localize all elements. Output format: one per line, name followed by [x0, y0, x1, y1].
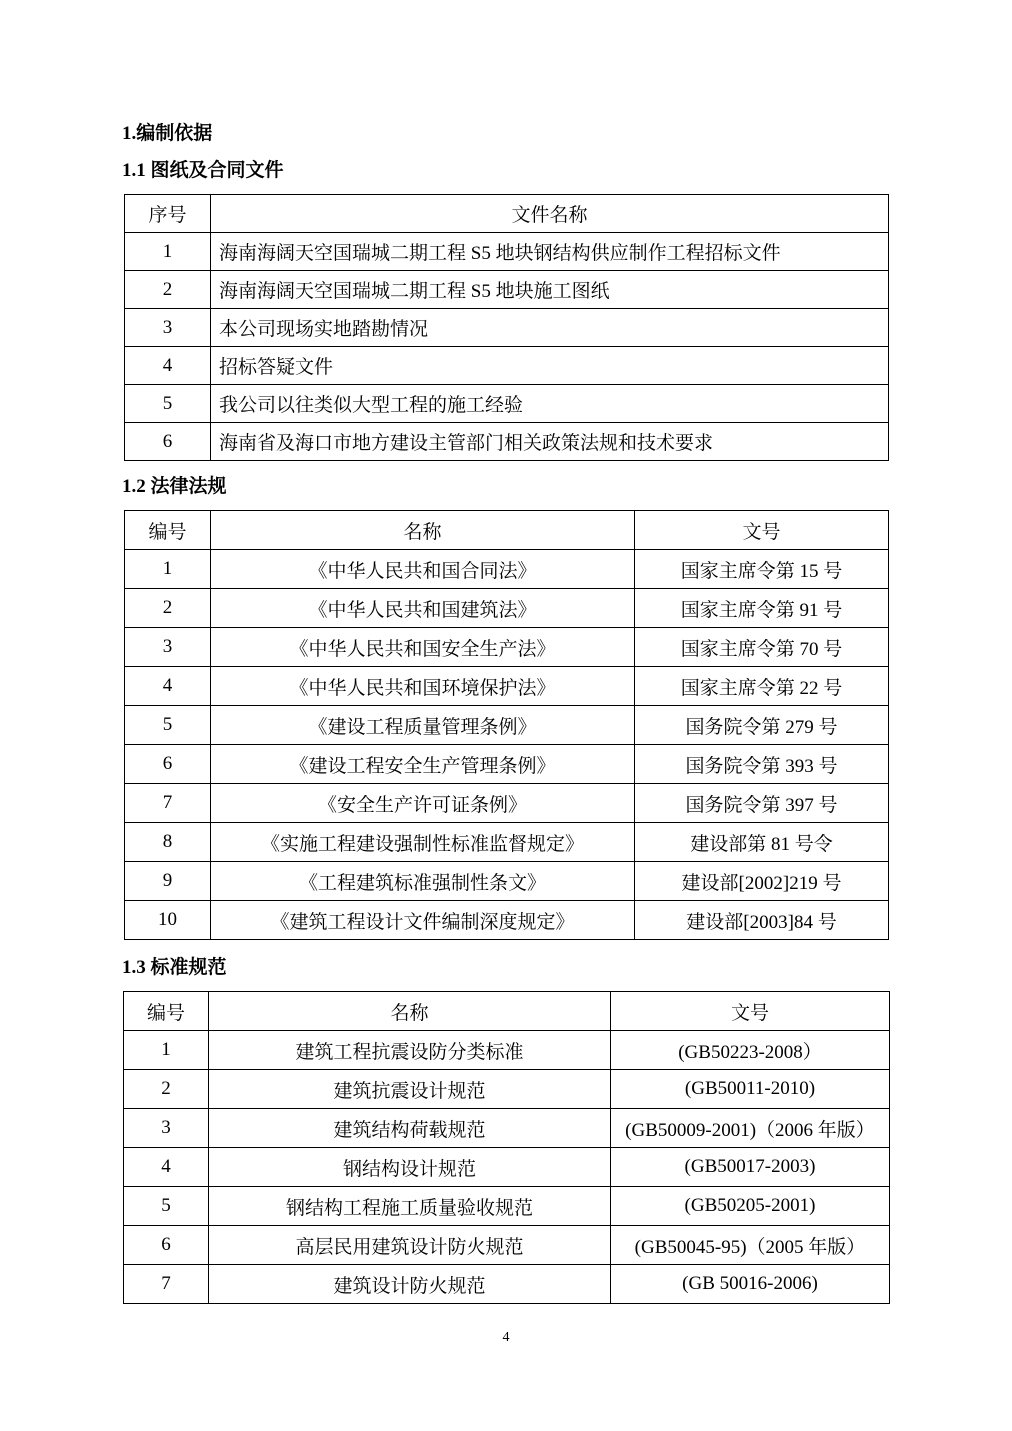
table-cell: 6: [125, 745, 211, 784]
table-cell: 《中华人民共和国安全生产法》: [211, 628, 635, 667]
column-header: 序号: [125, 195, 211, 233]
table-cell: (GB50011-2010): [611, 1070, 890, 1109]
table-cell: 《实施工程建设强制性标准监督规定》: [211, 823, 635, 862]
table-cell: 7: [125, 784, 211, 823]
table-cell: 国家主席令第 15 号: [635, 550, 889, 589]
table-row: [125, 823, 889, 862]
table-cell: 招标答疑文件: [211, 347, 889, 385]
table-cell: 建筑抗震设计规范: [209, 1070, 611, 1109]
table-cell: 国务院令第 397 号: [635, 784, 889, 823]
table-cell: 2: [124, 1070, 209, 1109]
column-header: 文号: [611, 992, 890, 1031]
column-header: 文号: [635, 511, 889, 550]
table-cell: 建筑设计防火规范: [209, 1265, 611, 1304]
table-cell: 建筑结构荷载规范: [209, 1109, 611, 1148]
table-row: [124, 1109, 890, 1148]
table-cell: 《安全生产许可证条例》: [211, 784, 635, 823]
table-cell: 3: [125, 309, 211, 347]
table-row: [125, 233, 889, 271]
table-row: [125, 423, 889, 461]
table-cell: 我公司以往类似大型工程的施工经验: [211, 385, 889, 423]
table-cell: 国务院令第 393 号: [635, 745, 889, 784]
table-cell: 2: [125, 271, 211, 309]
column-header: 名称: [211, 511, 635, 550]
table-cell: 海南海阔天空国瑞城二期工程 S5 地块钢结构供应制作工程招标文件: [211, 233, 889, 271]
table-cell: (GB 50016-2006): [611, 1265, 890, 1304]
table-row: [124, 1070, 890, 1109]
table-row: [124, 1226, 890, 1265]
table-cell: (GB50205-2001): [611, 1187, 890, 1226]
table-cell: 高层民用建筑设计防火规范: [209, 1226, 611, 1265]
table-cell: 海南省及海口市地方建设主管部门相关政策法规和技术要求: [211, 423, 889, 461]
column-header: 编号: [125, 511, 211, 550]
table-row: [125, 550, 889, 589]
table-row: [125, 347, 889, 385]
table-cell: (GB50009-2001)（2006 年版）: [611, 1109, 890, 1148]
table-standards: [123, 991, 890, 1304]
table-cell: 《中华人民共和国环境保护法》: [211, 667, 635, 706]
table-cell: 国家主席令第 70 号: [635, 628, 889, 667]
table-cell: 6: [125, 423, 211, 461]
section-heading-basis: 1.编制依据: [122, 123, 213, 144]
table-cell: 本公司现场实地踏勘情况: [211, 309, 889, 347]
table-cell: 9: [125, 862, 211, 901]
table-row: [125, 862, 889, 901]
table-cell: 钢结构工程施工质量验收规范: [209, 1187, 611, 1226]
table-row: [125, 784, 889, 823]
table-cell: 建设部第 81 号令: [635, 823, 889, 862]
table-cell: 国家主席令第 22 号: [635, 667, 889, 706]
table-cell: 建设部[2002]219 号: [635, 862, 889, 901]
table-cell: 5: [125, 706, 211, 745]
table-row: [124, 1265, 890, 1304]
table-cell: 《中华人民共和国合同法》: [211, 550, 635, 589]
table-cell: 7: [124, 1265, 209, 1304]
table-cell: 3: [124, 1109, 209, 1148]
table-row: [125, 628, 889, 667]
table-cell: 1: [125, 550, 211, 589]
table-row: [125, 271, 889, 309]
column-header: 编号: [124, 992, 209, 1031]
table-cell: 6: [124, 1226, 209, 1265]
table-cell: 3: [125, 628, 211, 667]
table-cell: (GB50223-2008）: [611, 1031, 890, 1070]
table-cell: 1: [124, 1031, 209, 1070]
column-header: 文件名称: [211, 195, 889, 233]
table-cell: 4: [125, 667, 211, 706]
table-cell: 建筑工程抗震设防分类标准: [209, 1031, 611, 1070]
table-cell: (GB50017-2003): [611, 1148, 890, 1187]
table-cell: 海南海阔天空国瑞城二期工程 S5 地块施工图纸: [211, 271, 889, 309]
table-header-row: [125, 195, 889, 233]
table-row: [125, 667, 889, 706]
table-cell: 《工程建筑标准强制性条文》: [211, 862, 635, 901]
table-cell: 《建设工程质量管理条例》: [211, 706, 635, 745]
table-row: [125, 309, 889, 347]
table-row: [124, 1148, 890, 1187]
table-cell: 1: [125, 233, 211, 271]
table-drawings-contracts: [124, 194, 889, 461]
section-heading-laws: 1.2 法律法规: [122, 476, 227, 497]
section-heading-drawings-contracts: 1.1 图纸及合同文件: [122, 160, 284, 181]
table-cell: 5: [125, 385, 211, 423]
table-header-row: [124, 992, 890, 1031]
table-cell: 4: [124, 1148, 209, 1187]
table-cell: 建设部[2003]84 号: [635, 901, 889, 940]
table-cell: 国家主席令第 91 号: [635, 589, 889, 628]
table-cell: 《建筑工程设计文件编制深度规定》: [211, 901, 635, 940]
table-cell: 2: [125, 589, 211, 628]
table-laws: [124, 510, 889, 940]
table-row: [125, 901, 889, 940]
section-heading-standards: 1.3 标准规范: [122, 957, 227, 978]
table-row: [125, 589, 889, 628]
table-cell: 《中华人民共和国建筑法》: [211, 589, 635, 628]
page-number: 4: [502, 1330, 510, 1345]
table-row: [124, 1031, 890, 1070]
table-cell: 4: [125, 347, 211, 385]
table-cell: (GB50045-95)（2005 年版）: [611, 1226, 890, 1265]
table-header-row: [125, 511, 889, 550]
table-row: [125, 706, 889, 745]
table-cell: 5: [124, 1187, 209, 1226]
table-cell: 钢结构设计规范: [209, 1148, 611, 1187]
table-row: [124, 1187, 890, 1226]
table-row: [125, 385, 889, 423]
table-cell: 8: [125, 823, 211, 862]
table-cell: 10: [125, 901, 211, 940]
table-cell: 《建设工程安全生产管理条例》: [211, 745, 635, 784]
table-row: [125, 745, 889, 784]
column-header: 名称: [209, 992, 611, 1031]
table-cell: 国务院令第 279 号: [635, 706, 889, 745]
